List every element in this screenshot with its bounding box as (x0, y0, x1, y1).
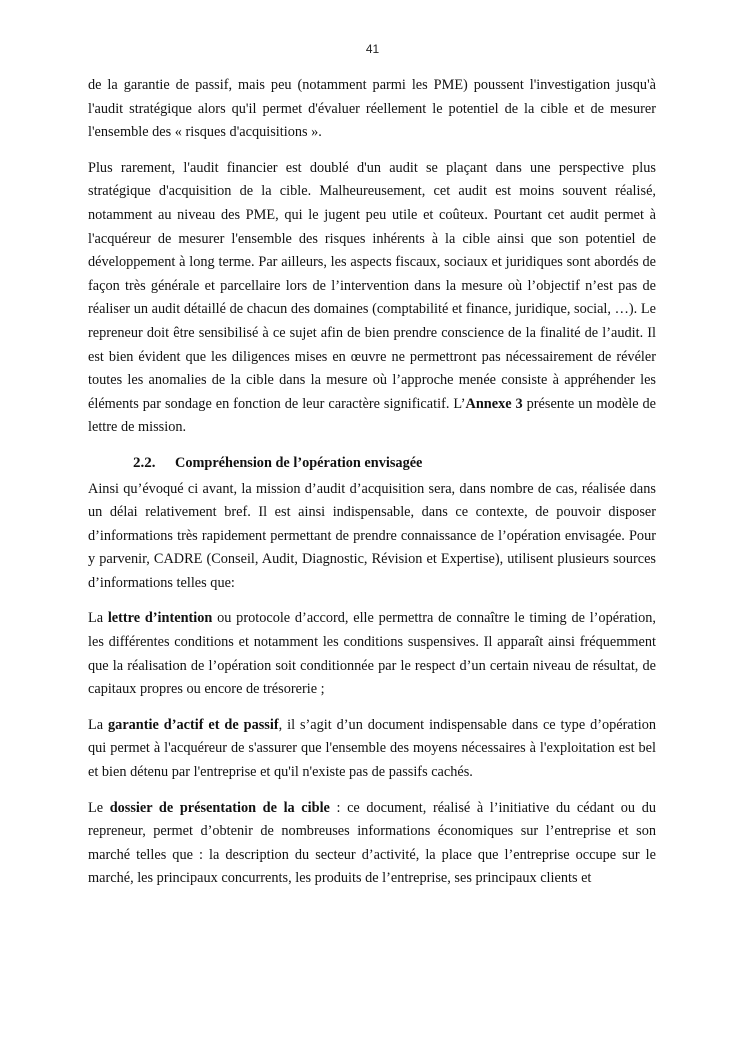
paragraph-4-start: La (88, 610, 108, 627)
term-lettre-intention: lettre d’intention (107, 610, 213, 627)
section-number: 2.2. (133, 454, 156, 471)
paragraph-6-end: : ce document, réalisé à l’initiative du cédant ou du repreneur, permet d’obtenir de nombreuses informations économiques sur l’entreprise et son marché telles que : la description du secteur d’activité, la place que l’entreprise occupe sur le marché, les principaux concurrents, les produits de l’entreprise, ses principaux clients et (88, 799, 656, 887)
section-heading (88, 452, 656, 476)
paragraph-5 (88, 714, 656, 785)
annex-reference: Annexe 3 (465, 395, 523, 412)
paragraph-5-end: , il s’agit d’un document indispensable dans ce type d’opération qui permet à l'acquéreur de s'assurer que l'ensemble des moyens nécessaires à l'exploitation est bel et bien détenu par l'entreprise et qu'il n'existe pas de passifs cachés. (88, 716, 656, 781)
page-content (88, 74, 656, 891)
paragraph-3: Ainsi qu’évoqué ci avant, la mission d’audit d’acquisition sera, dans nombre de cas, réalisée dans un délai relativement bref. Il est ainsi indispensable, dans ce contexte, de pouvoir disposer d’informations très rapidement permettant de prendre connaissance de l’opération envisagée. Pour y parvenir, CADRE (Conseil, Audit, Diagnostic, Révision et Expertise), utilisent plusieurs sources d’informations telles que: (88, 480, 656, 591)
term-garantie-actif-passif: garantie d’actif et de passif (108, 716, 279, 733)
paragraph-4 (88, 607, 656, 701)
paragraph-5-start: La (88, 716, 109, 733)
section-title: Compréhension de l’opération envisagée (175, 454, 423, 471)
paragraph-4-end: ou protocole d’accord, elle permettra de connaître le timing de l’opération, les différentes conditions et notamment les conditions suspensives. Il apparaît ainsi fréquemment que la réalisation de l’opération soit conditionnée par le respect d’un certain niveau de résultat, de capitaux propres ou encore de trésorerie ; (88, 610, 656, 698)
term-dossier-presentation: dossier de présentation de la cible (109, 799, 330, 816)
paragraph-2-text: Plus rarement, l'audit financier est doublé d'un audit se plaçant dans une perspective plus stratégique d'acquisition de la cible. Malheureusement, cet audit est moins souvent réalisé, notamment au niveau des PME, qui le jugent peu utile et coûteux. Pourtant cet audit permet à l'acquéreur de mesurer l'ensemble des risques inhérents à la cible ainsi que son potentiel de développement à long terme. Par ailleurs, les aspects fiscaux, sociaux et juridiques sont abordés de façon très générale et parcellaire lors de l’intervention dans la mesure où l’objectif n’est pas de réaliser un audit détaillé de chacun des domaines (comptabilité et finance, juridique, social, …). Le repreneur doit être sensibilisé à ce sujet afin de bien prendre conscience de la finalité de l’audit. Il est bien évident que les diligences mises en œuvre ne permettront pas nécessairement de révéler toutes les anomalies de la cible dans la mesure où l’approche menée consiste à appréhender les éléments par sondage en fonction de leur caractère significatif. L’ (88, 159, 656, 412)
page-number: 41 (365, 42, 380, 56)
paragraph-6 (88, 797, 656, 891)
paragraph-6-start: Le (88, 799, 110, 816)
paragraph-1: de la garantie de passif, mais peu (notamment parmi les PME) poussent l'investigation jusqu'à l'audit stratégique alors qu'il permet d'évaluer réellement le potentiel de la cible et de mesurer l'ensemble des « risques d'acquisitions ». (88, 77, 656, 141)
paragraph-2 (88, 157, 656, 440)
paragraph-2-end: présente un modèle de lettre de mission. (88, 395, 656, 436)
